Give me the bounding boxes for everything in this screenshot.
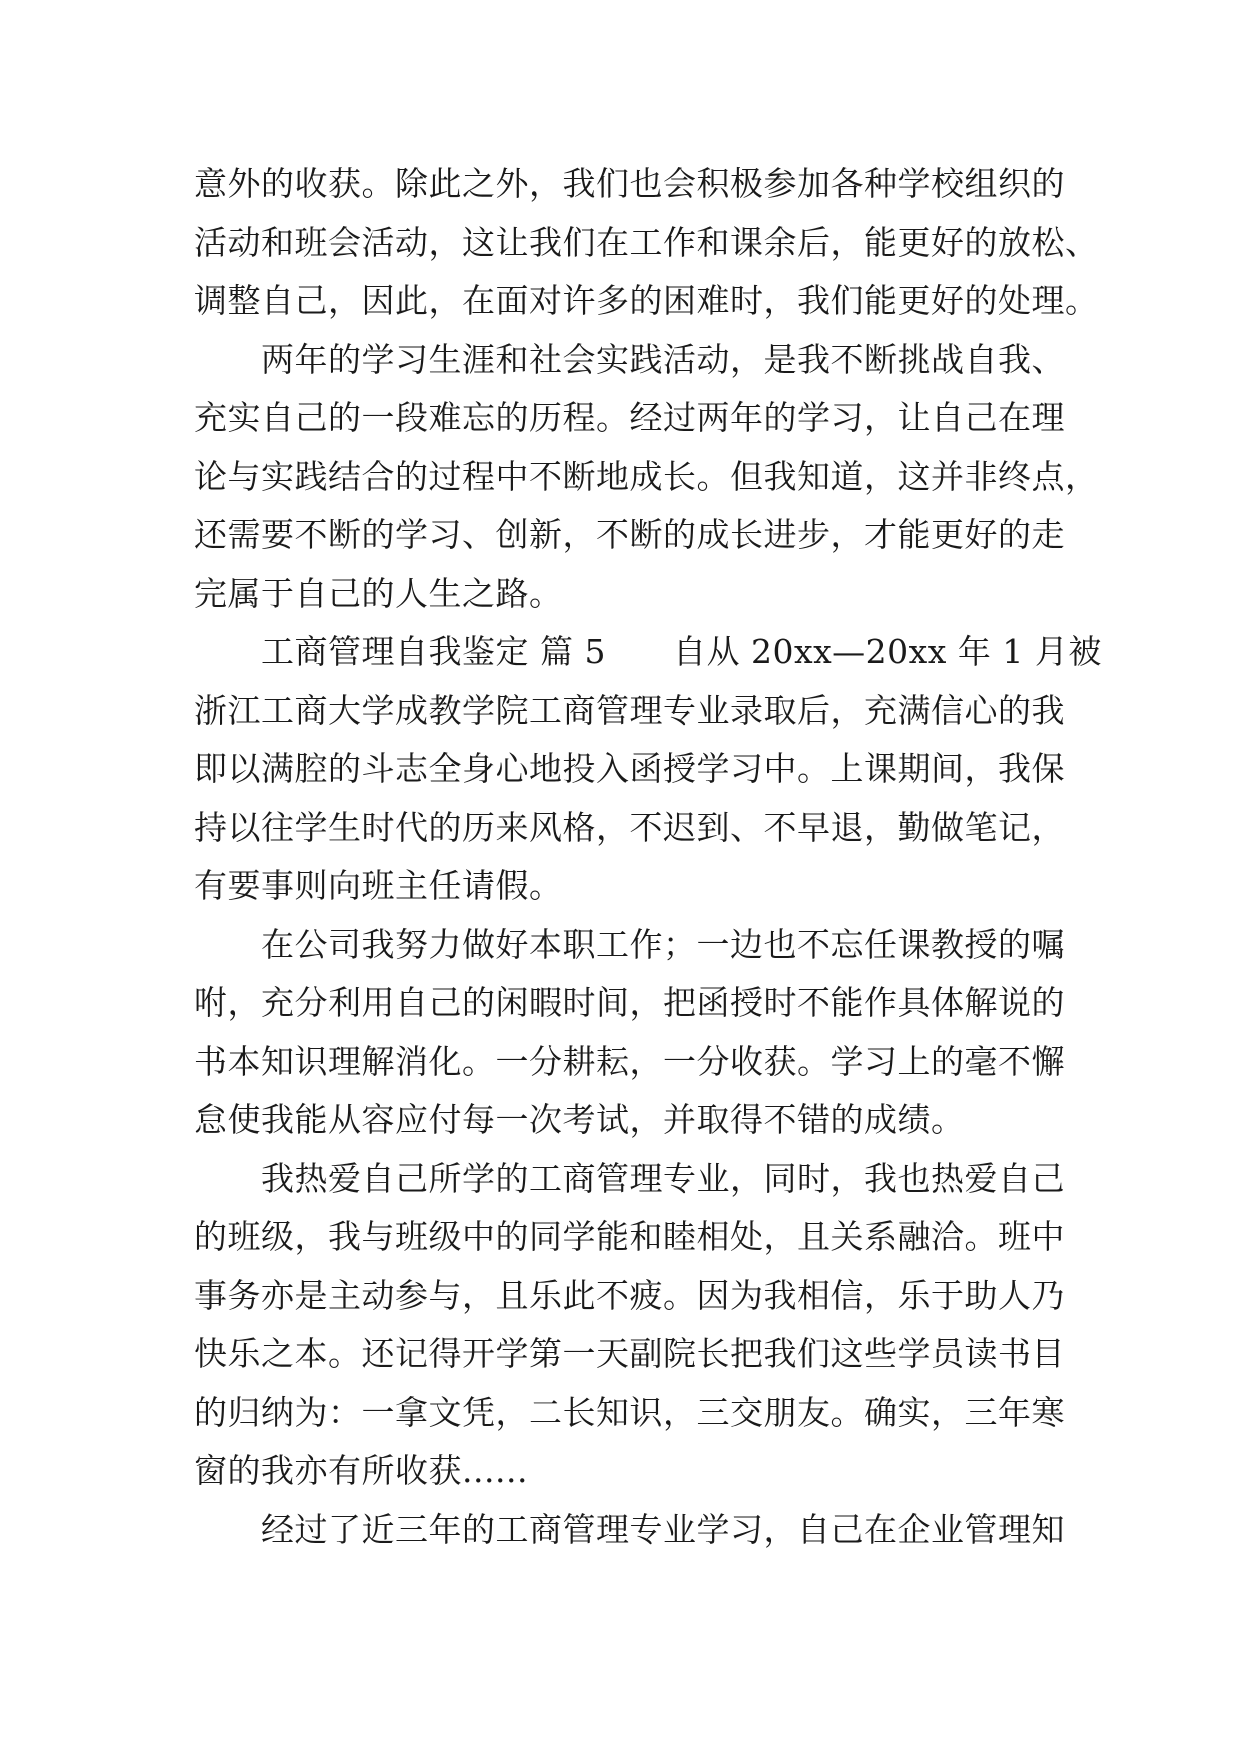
text-line: 两年的学习生涯和社会实践活动，是我不断挑战自我、: [194, 339, 1065, 379]
text-line: 的班级，我与班级中的同学能和睦相处，且关系融洽。班中: [194, 1217, 1065, 1256]
text-line: 事务亦是主动参与，且乐此不疲。因为我相信，乐于助人乃: [194, 1275, 1065, 1315]
text-line: 浙江工商大学成教学院工商管理专业录取后，充满信心的我: [194, 690, 1065, 730]
text-line: 即以满腔的斗志全身心地投入函授学习中。上课期间，我保: [194, 749, 1065, 788]
text-line: 在公司我努力做好本职工作；一边也不忘任课教授的嘱: [194, 924, 1065, 964]
text-line: 经过了近三年的工商管理专业学习，自己在企业管理知: [194, 1509, 1065, 1549]
text-line: 持以往学生时代的历来风格，不迟到、不早退，勤做笔记，: [194, 807, 1065, 847]
text-line: 怠使我能从容应付每一次考试，并取得不错的成绩。: [194, 1100, 965, 1139]
text-line: 工商管理自我鉴定 篇 5 自从 20xx—20xx 年 1 月被: [194, 632, 1102, 671]
text-line: 我热爱自己所学的工商管理专业，同时，我也热爱自己: [194, 1158, 1065, 1198]
text-line: 完属于自己的人生之路。: [194, 573, 563, 613]
text-line: 的归纳为：一拿文凭，二长知识，三交朋友。确实，三年寒: [194, 1392, 1065, 1432]
text-line: 还需要不断的学习、创新，不断的成长进步，才能更好的走: [194, 515, 1065, 554]
text-line: 咐，充分利用自己的闲暇时间，把函授时不能作具体解说的: [194, 983, 1065, 1022]
document-body: [194, 155, 1102, 1559]
text-line: 意外的收获。除此之外，我们也会积极参加各种学校组织的: [194, 164, 1065, 203]
text-line: 快乐之本。还记得开学第一天副院长把我们这些学员读书目: [194, 1334, 1065, 1373]
text-line: 论与实践结合的过程中不断地成长。但我知道，这并非终点，: [194, 456, 1099, 496]
text-line: 调整自己，因此，在面对许多的困难时，我们能更好的处理。: [194, 281, 1099, 320]
text-line: 有要事则向班主任请假。: [194, 866, 563, 905]
text-line: 活动和班会活动，这让我们在工作和课余后，能更好的放松、: [194, 222, 1099, 262]
text-line: 窗的我亦有所收获......: [194, 1451, 528, 1490]
text-line: 充实自己的一段难忘的历程。经过两年的学习，让自己在理: [194, 398, 1065, 437]
text-line: 书本知识理解消化。一分耕耘，一分收获。学习上的毫不懈: [194, 1041, 1065, 1081]
